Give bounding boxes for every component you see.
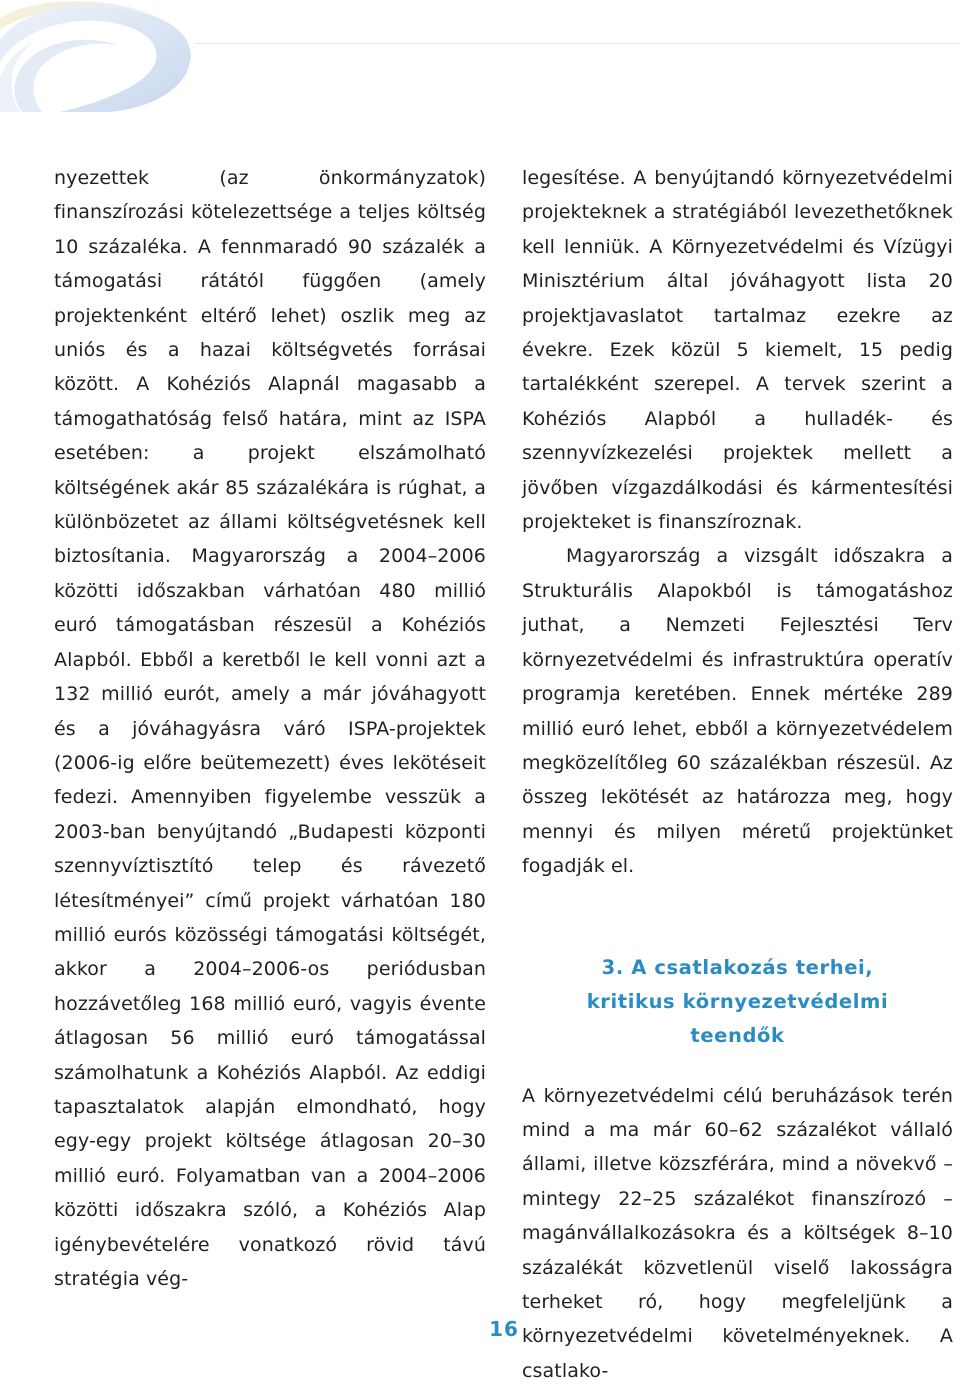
right-column-paragraph: Magyarország a vizsgált időszakra a Strukturális Alapokból is támogatáshoz juthat, a Nemzeti Fejlesztési Terv környezetvédelmi és infrastruktúra operatív programja keretében. Ennek mértéke 289 millió euró lehet, ebből a környezetvédelem megközelítőleg 60 százalékban részesül. Az összeg lekötését az határozza meg, hogy mennyi és milyen méretű projektünket fogadják el. — [522, 545, 953, 878]
right-column — [522, 161, 953, 1388]
page-number: 16 — [489, 1317, 519, 1341]
section-heading-line: teendők — [690, 1023, 785, 1047]
section-heading — [522, 951, 953, 1053]
publication-logo-icon — [0, 0, 200, 112]
header-rule — [195, 43, 960, 44]
left-column — [54, 161, 486, 1296]
right-column-paragraph: A környezetvédelmi célú beruházások terén mind a ma már 60–62 százalékot vállaló állami, illetve közszférára, mind a növekvő – mintegy 22–25 százalékot finanszírozó – magánvállalkozásokra és a költségek 8–10 százalékát közvetlenül viselő lakosságra terheket ró, hogy megfeleljünk a környezetvédelmi követelményeknek. A csatlako- — [522, 1084, 953, 1382]
section-heading-line: kritikus környezetvédelmi — [586, 989, 889, 1013]
section-heading-line: 3. A csatlakozás terhei, — [601, 955, 874, 979]
left-column-paragraph: nyezettek (az önkormányzatok) finanszírozási kötelezettsége a teljes költség 10 százaléka. A fennmaradó 90 százalék a támogatási rátától függően (amely projektenként eltérő lehet) oszlik meg az uniós és a hazai költségvetés forrásai között. A Kohéziós Alapnál magasabb a támogathatóság felső határa, mint az ISPA esetében: a projekt elszámolható költségének akár 85 százalékára is rúghat, a különbözetet az állami költségvetésnek kell biztosítania. Magyarország a 2004–2006 közötti időszakban várhatóan 480 millió euró támogatásban részesül a Kohéziós Alapból. Ebből a keretből le kell vonni azt a 132 millió eurót, amely a már jóváhagyott és a jóváhagyásra váró ISPA-projektek (2006-ig előre beütemezett) éves lekötéseit fedezi. Amennyiben figyelembe vesszük a 2003-ban benyújtandó „Budapesti központi szennyvíztisztító telep és rávezető létesítményei” című projekt várhatóan 180 millió eurós közösségi támogatási költségét, akkor a 2004–2006-os periódusban hozzávetőleg 168 millió euró, vagyis évente átlagosan 56 millió euró támogatással számolhatunk a Kohéziós Alapból. Az eddigi tapasztalatok alapján elmondható, hogy egy-egy projekt költsége átlagosan 20–30 millió euró. Folyamatban van a 2004–2006 közötti időszakra szóló, a Kohéziós Alap igénybevételére vonatkozó rövid távú stratégia vég- — [54, 167, 486, 1290]
right-column-paragraph: legesítése. A benyújtandó környezetvédelmi projekteknek a stratégiából levezethetőknek kell lenniük. A Környezetvédelmi és Vízügyi Minisztérium által jóváhagyott lista 20 projektjavaslatot tartalmaz ezekre az évekre. Ezek közül 5 kiemelt, 15 pedig tartalékként szerepel. A tervek szerint a Kohéziós Alapból a hulladék- és szennyvízkezelési projektek mellett a jövőben vízgazdálkodási és kármentesítési projekteket is finanszíroznak. — [522, 167, 953, 534]
